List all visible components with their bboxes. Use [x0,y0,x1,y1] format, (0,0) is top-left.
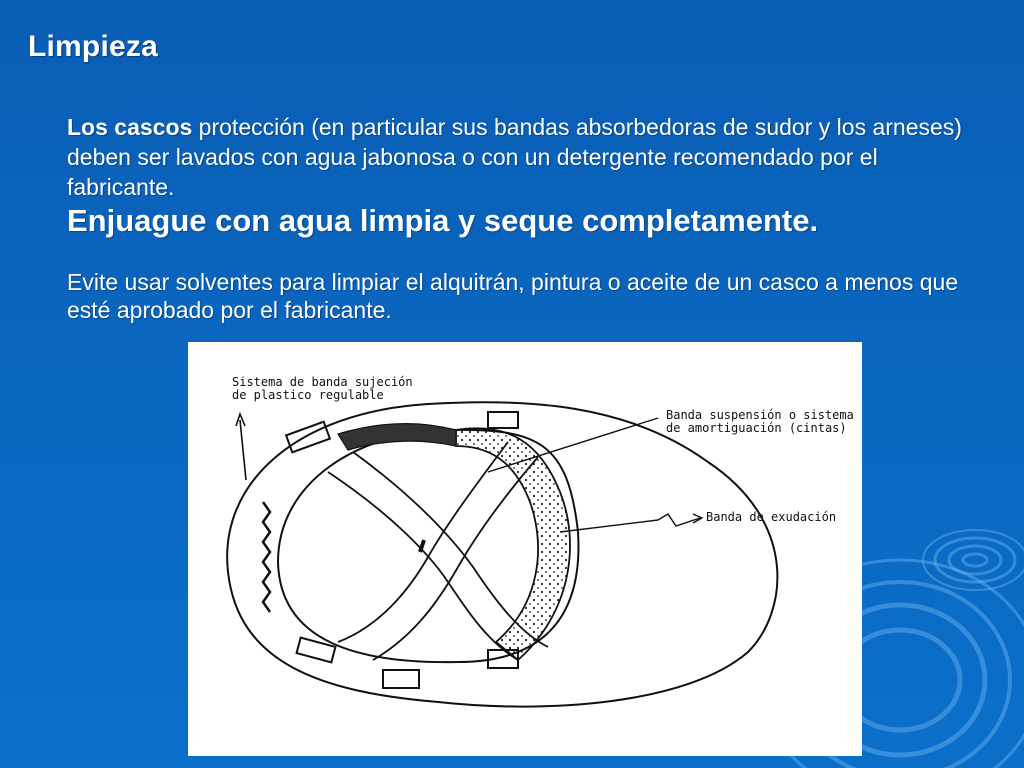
helmet-drawing [188,342,862,756]
label-adjustable-band: Sistema de banda sujeción de plastico regulable [232,375,413,402]
label-suspension-band: Banda suspensión o sistema de amortiguación (cintas) [666,408,854,435]
leader-exudation [560,520,658,532]
paragraph-cleaning [67,112,987,202]
paragraph-solvents: Evite usar solventes para limpiar el alquitrán, pintura o aceite de un casco a menos que esté aprobado por el fabricante. [67,269,959,323]
rinse-instruction: Enjuague con agua limpia y seque completamente. [67,203,819,238]
paragraph-lead: Los cascos [67,114,193,140]
slide-title: Limpieza [28,30,158,63]
label-sweat-band: Banda de exudación [706,510,837,524]
sweat-band [456,428,570,660]
adjuster-teeth [263,502,270,612]
paragraph-text: protección (en particular sus bandas absorbedoras de sudor y los arneses) deben ser lavados con agua jabonosa o con un detergente recomendado por el fabricante. [67,114,962,200]
slide-body [67,112,987,324]
helmet-diagram [188,342,862,756]
